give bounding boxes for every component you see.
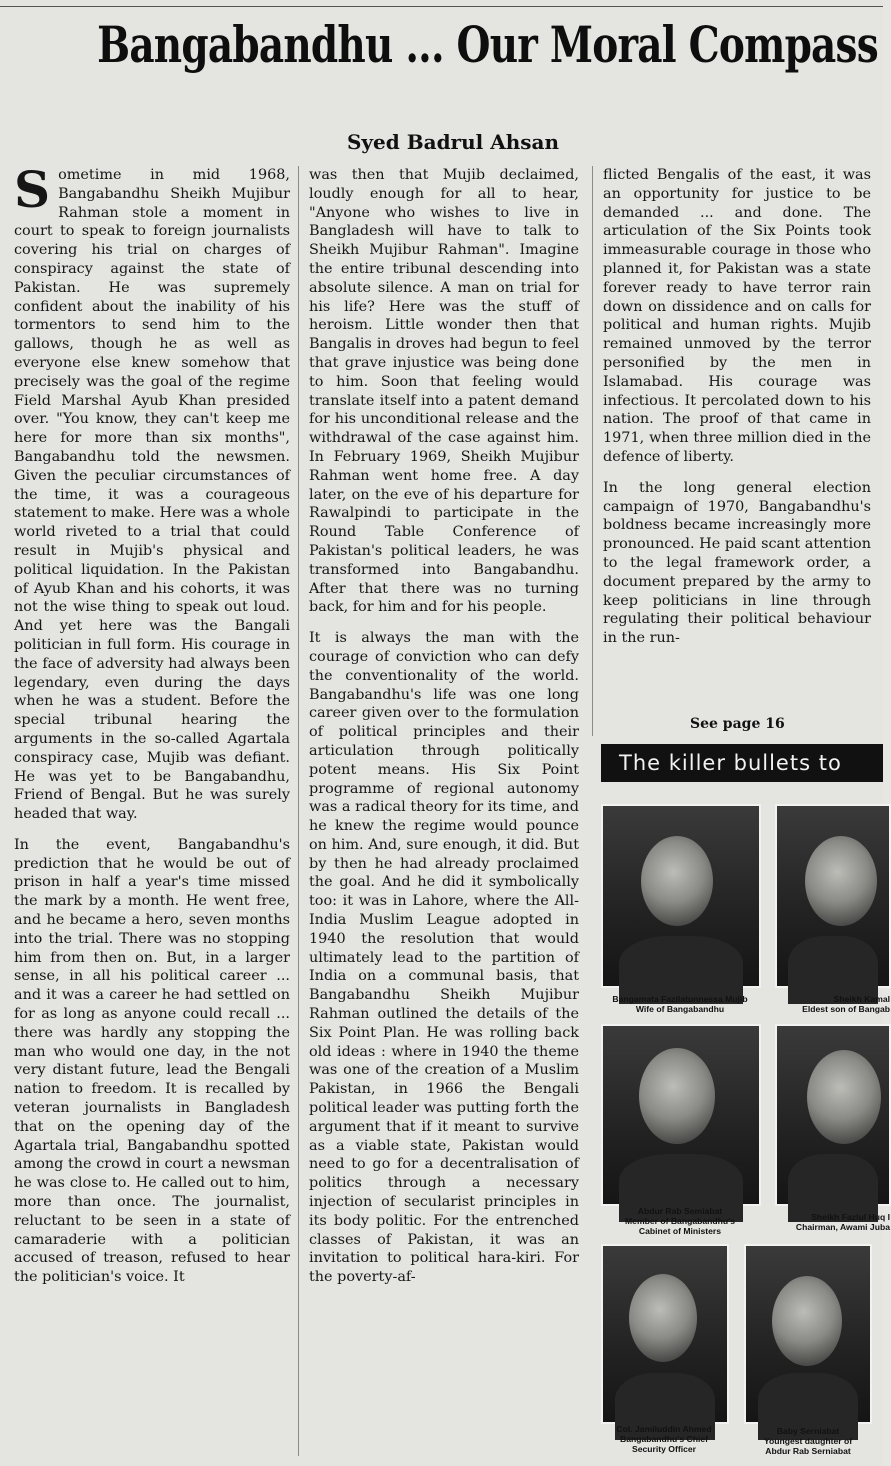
portrait-face — [639, 1048, 715, 1144]
article-column-1 — [14, 160, 290, 1299]
portrait-face — [807, 1050, 881, 1144]
caption-line: Baby Serniabat — [776, 1426, 840, 1436]
paragraph: was then that Mujib declaimed, loudly enough for all to hear, "Anyone who wishes to live in Bangladesh will have to talk to Sheikh Mujibur Rahman". Imagine the entire tribunal descending into absolute silence. A man on trial for his life? Here was the stuff of heroism. Little wonder then that Bangalis in droves had begun to feel that grave injustice was being done to him. Soon that feeling would translate itself into a patent demand for his unconditional release and the withdrawal of the case against him. In February 1969, Sheikh Mujibur Rahman went home free. A day later, on the eve of his departure for Rawalpindi to participate in the Round Table Conference of Pakistan's political leaders, he was transformed into Bangabandhu. After that there was no turning back, for him and for his people. — [309, 167, 579, 616]
caption-line: Security Officer — [632, 1444, 696, 1454]
caption-line: Col. Jamiluddin Ahmed — [616, 1424, 712, 1434]
caption-line: Sheikh Fazlul Huq I — [811, 1212, 890, 1222]
portrait-face — [629, 1274, 697, 1362]
sidebar-banner: The killer bullets to — [601, 744, 883, 782]
portrait-photo — [775, 804, 891, 988]
top-rule — [0, 0, 883, 7]
photo-caption — [598, 1206, 762, 1236]
caption-line: Sheikh Kamal — [833, 994, 890, 1004]
caption-line: Abdur Rab Semiabat — [637, 1206, 723, 1216]
portrait-face — [805, 836, 877, 926]
caption-line: Chairman, Awami Juba — [795, 1222, 890, 1232]
portrait-photo — [601, 1024, 761, 1206]
caption-line: Cabinet of Ministers — [638, 1226, 722, 1236]
photo-caption — [598, 1424, 730, 1454]
paragraph: In the event, Bangabandhu's prediction that he would be out of prison in half a year's time missed the mark by a month. He went free, and he became a hero, seven months into the trial. There was no stopping him from then on. But, in a larger sense, in all his political career ... and it was a career he had settled on for as long as anyone could recall ... there was hardly any stopping the man who would one day, in the not very distant future, lead the Bengali nation to freedom. It is recalled by veteran journalists in Bangladesh that on the opening day of the Agartala trial, Bangabandhu spotted among the crowd in court a newsman he was close to. He called out to him, more than once. The journalist, reluctant to be seen in a state of camaraderie with a politician accused of treason, refused to hear the politician's voice. It — [14, 836, 290, 1286]
photo-caption — [780, 1212, 890, 1232]
article-column-2 — [309, 166, 579, 1299]
caption-line: Bangabandhu's Chief — [620, 1434, 708, 1444]
caption-line: Youngest daughter of — [763, 1436, 853, 1446]
caption-line: Abdur Rab Serniabat — [765, 1446, 851, 1456]
caption-line: Member of Bangabandhu's — [625, 1216, 735, 1226]
portrait-photo — [744, 1244, 872, 1424]
photo-caption — [598, 994, 762, 1014]
continuation-note: See page 16 — [690, 716, 785, 732]
paragraph: In the long general election campaign of 1970, Bangabandhu's boldness became increasingly more pronounced. He paid scant attention to the legal framework order, a document prepared by the army to keep politicians in line through regulating their political behaviour in the run- — [603, 479, 871, 647]
column-divider — [592, 166, 593, 736]
portrait-photo — [775, 1024, 891, 1206]
byline: Syed Badrul Ahsan — [346, 130, 560, 154]
paragraph: flicted Bengalis of the east, it was an opportunity for justice to be demanded ... and done. The articulation of the Six Points took immeasurable courage in those who planned it, for Pakistan was a state forever ready to have terror rain down on dissidence and on calls for political and human rights. Mujib remained unmoved by the terror personified by the men in Islamabad. His courage was infectious. It percolated down to his nation. The proof of that came in 1971, when three million died in the defence of liberty. — [603, 167, 871, 465]
portrait-photo — [601, 804, 761, 988]
caption-line: Eldest son of Bangab — [802, 1004, 890, 1014]
drop-cap: S — [14, 160, 51, 219]
paragraph — [14, 160, 290, 824]
caption-line: Wife of Bangabandhu — [635, 1004, 725, 1014]
portrait-photo — [601, 1244, 729, 1424]
column-divider — [298, 166, 299, 1456]
paragraph-text: ometime in mid 1968, Bangabandhu Sheikh Mujibur Rahman stole a moment in court to speak to foreign journalists covering his trial on charges of conspiracy against the state of Pakistan. He was supremely confident about the inability of his tormentors to send him to the gallows, though he as well as everyone else knew somehow that precisely was the goal of the regime Field Marshal Ayub Khan presided over. "You know, they can't keep me here for more than six months", Bangabandhu told the newsmen. Given the peculiar circumstances of the time, it was a courageous statement to make. Here was a whole world riveted to a trial that could result in Mujib's physical and political liquidation. In the Pakistan of Ayub Khan and his cohorts, it was not the wise thing to speak out loud. And yet here was the Bangali politician in full form. His courage in the face of adversity had always been legendary, even during the days when he was a student. Before the special tribunal hearing the arguments in the so-called Agartala conspiracy case, Mujib was defiant. He was yet to be Bangabandhu, Friend of Bengal. But he was surely headed that way. — [14, 167, 290, 823]
headline: Bangabandhu ... Our Moral Compass — [97, 15, 878, 74]
photo-caption — [780, 994, 890, 1014]
article-column-3 — [603, 166, 871, 648]
caption-line: Bangamata Fazilatunnessa Mujib — [612, 994, 748, 1004]
paragraph: It is always the man with the courage of conviction who can defy the conventionality of the world. Bangabandhu's life was one long career given over to the formulation of political principles and their articulation through politically potent means. His Six Point programme of regional autonomy was a radical theory for its time, and he knew the regime would pounce on him. And, sure enough, it did. But by then he had already proclaimed the goal. And he did it symbolically too: it was in Lahore, where the All-India Muslim League adopted in 1940 the resolution that would ultimately lead to the partition of India on a communal basis, that Bangabandhu Sheikh Mujibur Rahman outlined the details of the Six Point Plan. He was rolling back old ideas : where in 1940 the theme was one of the creation of a Muslim Pakistan, in 1966 the Bengali political leader was putting forth the argument that if it meant to survive as a viable state, Pakistan would need to go for a decentralisation of politics through a necessary injection of secularist principles in its body politic. For the entrenched classes of Pakistan, it was an invitation to political hara-kiri. For the poverty-af- — [309, 630, 579, 1286]
portrait-face — [641, 836, 713, 926]
portrait-face — [772, 1276, 842, 1366]
photo-caption — [742, 1426, 874, 1456]
